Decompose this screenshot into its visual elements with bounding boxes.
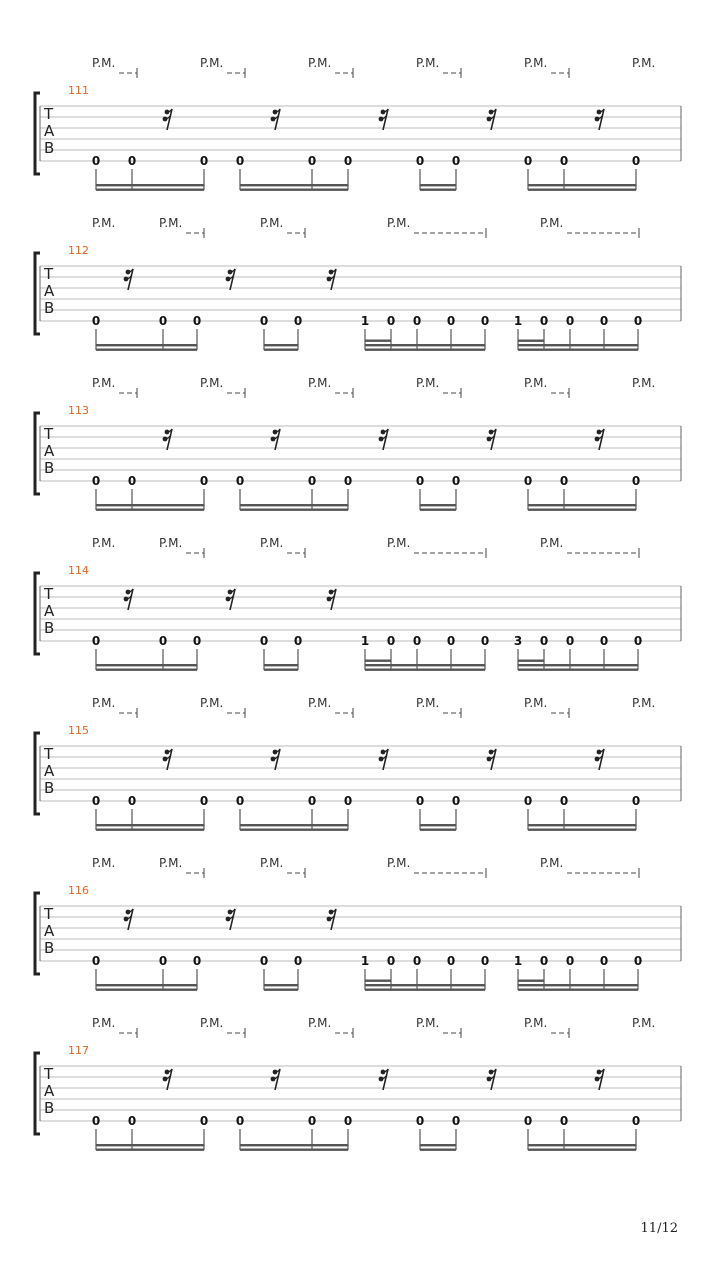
fret-number: 1 (513, 954, 523, 968)
note-beam (518, 989, 638, 991)
fret-number: 0 (631, 794, 641, 808)
note-beam (365, 344, 485, 346)
system-bracket (35, 893, 40, 974)
note-beam (528, 1144, 636, 1146)
sixteenth-rest-icon (487, 749, 496, 770)
note-beam (528, 824, 636, 826)
fret-number: 0 (259, 314, 269, 328)
note-beam (96, 989, 197, 991)
note-beam (365, 984, 485, 986)
palm-mute-label: P.M. (416, 696, 440, 710)
palm-mute-label: P.M. (92, 536, 116, 550)
palm-mute-label: P.M. (524, 696, 548, 710)
fret-number: 1 (360, 314, 370, 328)
fret-number: 0 (599, 314, 609, 328)
note-beam-sixteenth (365, 980, 391, 982)
fret-number: 0 (91, 314, 101, 328)
fret-number: 0 (599, 634, 609, 648)
fret-number: 0 (307, 154, 317, 168)
note-beam (264, 664, 298, 666)
sixteenth-rest-icon (226, 589, 235, 610)
palm-mute-label: P.M. (632, 696, 656, 710)
note-beam (240, 504, 348, 506)
palm-mute-label: P.M. (92, 696, 116, 710)
system-bracket (35, 413, 40, 494)
fret-number: 0 (559, 794, 569, 808)
fret-number: 0 (199, 794, 209, 808)
staff-system (35, 56, 681, 191)
note-beam (240, 1149, 348, 1151)
palm-mute-label: P.M. (416, 56, 440, 70)
palm-mute-label: P.M. (524, 56, 548, 70)
note-beam (528, 189, 636, 191)
palm-mute-label: P.M. (92, 56, 116, 70)
fret-number: 0 (259, 634, 269, 648)
note-beam (365, 349, 485, 351)
palm-mute-label: P.M. (524, 1016, 548, 1030)
fret-number: 0 (631, 154, 641, 168)
tab-clef-letter: B (44, 139, 55, 157)
note-beam (528, 829, 636, 831)
fret-number: 0 (559, 474, 569, 488)
note-beam (96, 184, 204, 186)
fret-number: 0 (386, 954, 396, 968)
fret-number: 0 (480, 634, 490, 648)
palm-mute-label: P.M. (540, 536, 564, 550)
sixteenth-rest-icon (271, 749, 280, 770)
fret-number: 0 (127, 154, 137, 168)
tab-clef-letter: B (44, 459, 55, 477)
note-beam (420, 829, 456, 831)
note-beam (420, 509, 456, 511)
palm-mute-label: P.M. (524, 376, 548, 390)
fret-number: 0 (565, 634, 575, 648)
note-beam (420, 189, 456, 191)
note-beam (365, 989, 485, 991)
note-beam (518, 669, 638, 671)
fret-number: 0 (343, 474, 353, 488)
fret-number: 0 (523, 474, 533, 488)
note-beam (96, 189, 204, 191)
fret-number: 0 (480, 954, 490, 968)
fret-number: 0 (91, 954, 101, 968)
fret-number: 1 (360, 634, 370, 648)
sixteenth-rest-icon (595, 429, 604, 450)
note-beam (420, 824, 456, 826)
fret-number: 0 (158, 634, 168, 648)
tab-clef-letter: B (44, 299, 55, 317)
note-beam (420, 1149, 456, 1151)
fret-number: 3 (513, 634, 523, 648)
fret-number: 0 (127, 474, 137, 488)
tab-clef-letter: T (44, 265, 54, 283)
note-beam (96, 984, 197, 986)
note-beam (264, 669, 298, 671)
fret-number: 0 (293, 314, 303, 328)
note-beam (365, 664, 485, 666)
note-beam (96, 349, 197, 351)
note-beam (96, 669, 197, 671)
tab-clef-letter: B (44, 939, 55, 957)
fret-number: 0 (539, 954, 549, 968)
palm-mute-label: P.M. (308, 56, 332, 70)
tab-clef-letter: T (44, 745, 54, 763)
sixteenth-rest-icon (226, 269, 235, 290)
note-beam (96, 1149, 204, 1151)
palm-mute-label: P.M. (387, 216, 411, 230)
fret-number: 0 (293, 954, 303, 968)
sixteenth-rest-icon (163, 109, 172, 130)
system-bracket (35, 733, 40, 814)
fret-number: 0 (633, 634, 643, 648)
fret-number: 0 (539, 634, 549, 648)
fret-number: 0 (631, 1114, 641, 1128)
sixteenth-rest-icon (163, 429, 172, 450)
note-beam (528, 184, 636, 186)
fret-number: 0 (415, 474, 425, 488)
sixteenth-rest-icon (487, 109, 496, 130)
fret-number: 0 (192, 634, 202, 648)
note-beam (528, 509, 636, 511)
fret-number: 0 (539, 314, 549, 328)
sixteenth-rest-icon (487, 1069, 496, 1090)
tab-clef-letter: T (44, 585, 54, 603)
measure-number: 111 (68, 84, 89, 97)
measure-number: 116 (68, 884, 89, 897)
sixteenth-rest-icon (163, 749, 172, 770)
note-beam (240, 829, 348, 831)
fret-number: 0 (235, 474, 245, 488)
note-beam (528, 504, 636, 506)
tab-clef-letter: T (44, 905, 54, 923)
tab-clef-letter: T (44, 425, 54, 443)
note-beam (420, 184, 456, 186)
fret-number: 0 (480, 314, 490, 328)
sixteenth-rest-icon (595, 1069, 604, 1090)
fret-number: 0 (559, 1114, 569, 1128)
fret-number: 0 (523, 154, 533, 168)
palm-mute-label: P.M. (308, 696, 332, 710)
fret-number: 0 (192, 314, 202, 328)
fret-number: 0 (343, 1114, 353, 1128)
tab-clef-letter: B (44, 1099, 55, 1117)
fret-number: 0 (91, 794, 101, 808)
fret-number: 0 (235, 794, 245, 808)
palm-mute-label: P.M. (159, 536, 183, 550)
palm-mute-label: P.M. (308, 376, 332, 390)
palm-mute-label: P.M. (92, 856, 116, 870)
fret-number: 0 (293, 634, 303, 648)
note-beam (264, 349, 298, 351)
sixteenth-rest-icon (271, 109, 280, 130)
fret-number: 1 (360, 954, 370, 968)
fret-number: 0 (412, 954, 422, 968)
sixteenth-rest-icon (595, 749, 604, 770)
note-beam (264, 984, 298, 986)
fret-number: 0 (307, 794, 317, 808)
fret-number: 0 (446, 634, 456, 648)
fret-number: 0 (451, 154, 461, 168)
fret-number: 0 (235, 1114, 245, 1128)
sixteenth-rest-icon (595, 109, 604, 130)
fret-number: 0 (412, 634, 422, 648)
sixteenth-rest-icon (271, 1069, 280, 1090)
staff-system (35, 856, 681, 991)
palm-mute-label: P.M. (260, 216, 284, 230)
system-bracket (35, 93, 40, 174)
note-beam-sixteenth (518, 660, 544, 662)
sixteenth-rest-icon (379, 749, 388, 770)
sixteenth-rest-icon (327, 589, 336, 610)
fret-number: 0 (307, 474, 317, 488)
note-beam-sixteenth (365, 660, 391, 662)
fret-number: 0 (199, 474, 209, 488)
palm-mute-label: P.M. (632, 376, 656, 390)
fret-number: 0 (415, 154, 425, 168)
note-beam (264, 989, 298, 991)
fret-number: 0 (565, 314, 575, 328)
palm-mute-label: P.M. (387, 536, 411, 550)
note-beam (240, 824, 348, 826)
note-beam-sixteenth (518, 980, 544, 982)
fret-number: 0 (523, 794, 533, 808)
palm-mute-label: P.M. (416, 376, 440, 390)
fret-number: 0 (307, 1114, 317, 1128)
fret-number: 0 (559, 154, 569, 168)
fret-number: 0 (91, 154, 101, 168)
palm-mute-label: P.M. (200, 376, 224, 390)
note-beam (96, 829, 204, 831)
fret-number: 0 (599, 954, 609, 968)
palm-mute-label: P.M. (200, 696, 224, 710)
fret-number: 0 (415, 1114, 425, 1128)
fret-number: 0 (343, 154, 353, 168)
tab-clef-letter: B (44, 779, 55, 797)
measure-number: 112 (68, 244, 89, 257)
measure-number: 115 (68, 724, 89, 737)
note-beam (96, 664, 197, 666)
sixteenth-rest-icon (124, 269, 133, 290)
sixteenth-rest-icon (487, 429, 496, 450)
tab-clef-letter: A (44, 442, 55, 460)
fret-number: 0 (158, 954, 168, 968)
palm-mute-label: P.M. (200, 56, 224, 70)
tab-clef-letter: A (44, 922, 55, 940)
sixteenth-rest-icon (226, 909, 235, 930)
tab-clef-letter: A (44, 282, 55, 300)
fret-number: 0 (446, 954, 456, 968)
fret-number: 0 (199, 154, 209, 168)
note-beam (240, 1144, 348, 1146)
note-beam (240, 184, 348, 186)
sixteenth-rest-icon (379, 1069, 388, 1090)
palm-mute-label: P.M. (540, 216, 564, 230)
note-beam (518, 664, 638, 666)
palm-mute-label: P.M. (200, 1016, 224, 1030)
sixteenth-rest-icon (271, 429, 280, 450)
fret-number: 0 (235, 154, 245, 168)
fret-number: 0 (451, 794, 461, 808)
palm-mute-label: P.M. (92, 376, 116, 390)
sixteenth-rest-icon (124, 589, 133, 610)
palm-mute-label: P.M. (416, 1016, 440, 1030)
page-number: 11/12 (640, 1221, 678, 1236)
tab-clef-letter: T (44, 105, 54, 123)
palm-mute-label: P.M. (92, 1016, 116, 1030)
staff-system (35, 216, 681, 351)
palm-mute-label: P.M. (260, 856, 284, 870)
palm-mute-label: P.M. (632, 1016, 656, 1030)
staff-system (35, 696, 681, 831)
fret-number: 0 (523, 1114, 533, 1128)
note-beam (96, 1144, 204, 1146)
note-beam (240, 509, 348, 511)
staff-system (35, 536, 681, 671)
sixteenth-rest-icon (327, 269, 336, 290)
fret-number: 0 (451, 1114, 461, 1128)
note-beam (518, 344, 638, 346)
fret-number: 0 (633, 314, 643, 328)
fret-number: 0 (633, 954, 643, 968)
fret-number: 0 (451, 474, 461, 488)
fret-number: 0 (386, 314, 396, 328)
palm-mute-label: P.M. (92, 216, 116, 230)
note-beam (420, 504, 456, 506)
palm-mute-label: P.M. (387, 856, 411, 870)
fret-number: 0 (127, 794, 137, 808)
palm-mute-label: P.M. (159, 216, 183, 230)
fret-number: 0 (199, 1114, 209, 1128)
palm-mute-label: P.M. (260, 536, 284, 550)
system-bracket (35, 1053, 40, 1134)
palm-mute-label: P.M. (540, 856, 564, 870)
note-beam (240, 189, 348, 191)
palm-mute-label: P.M. (632, 56, 656, 70)
system-bracket (35, 573, 40, 654)
fret-number: 0 (386, 634, 396, 648)
fret-number: 0 (91, 474, 101, 488)
note-beam-sixteenth (365, 340, 391, 342)
staff-system (35, 376, 681, 511)
fret-number: 0 (343, 794, 353, 808)
fret-number: 0 (158, 314, 168, 328)
sixteenth-rest-icon (327, 909, 336, 930)
sixteenth-rest-icon (379, 429, 388, 450)
palm-mute-label: P.M. (159, 856, 183, 870)
fret-number: 0 (631, 474, 641, 488)
measure-number: 114 (68, 564, 89, 577)
tab-clef-letter: A (44, 602, 55, 620)
fret-number: 0 (91, 1114, 101, 1128)
note-beam (96, 509, 204, 511)
note-beam (96, 824, 204, 826)
note-beam (96, 344, 197, 346)
note-beam (264, 344, 298, 346)
tab-clef-letter: A (44, 1082, 55, 1100)
note-beam (528, 1149, 636, 1151)
fret-number: 0 (415, 794, 425, 808)
fret-number: 0 (412, 314, 422, 328)
tab-clef-letter: A (44, 122, 55, 140)
fret-number: 0 (127, 1114, 137, 1128)
fret-number: 0 (565, 954, 575, 968)
measure-number: 117 (68, 1044, 89, 1057)
palm-mute-label: P.M. (308, 1016, 332, 1030)
fret-number: 0 (446, 314, 456, 328)
tab-clef-letter: A (44, 762, 55, 780)
note-beam (365, 669, 485, 671)
note-beam (518, 984, 638, 986)
fret-number: 0 (91, 634, 101, 648)
note-beam (96, 504, 204, 506)
note-beam (518, 349, 638, 351)
fret-number: 1 (513, 314, 523, 328)
sixteenth-rest-icon (124, 909, 133, 930)
fret-number: 0 (259, 954, 269, 968)
fret-number: 0 (192, 954, 202, 968)
sixteenth-rest-icon (379, 109, 388, 130)
sixteenth-rest-icon (163, 1069, 172, 1090)
note-beam-sixteenth (518, 340, 544, 342)
tab-clef-letter: B (44, 619, 55, 637)
note-beam (420, 1144, 456, 1146)
measure-number: 113 (68, 404, 89, 417)
system-bracket (35, 253, 40, 334)
staff-system (35, 1016, 681, 1151)
tab-clef-letter: T (44, 1065, 54, 1083)
